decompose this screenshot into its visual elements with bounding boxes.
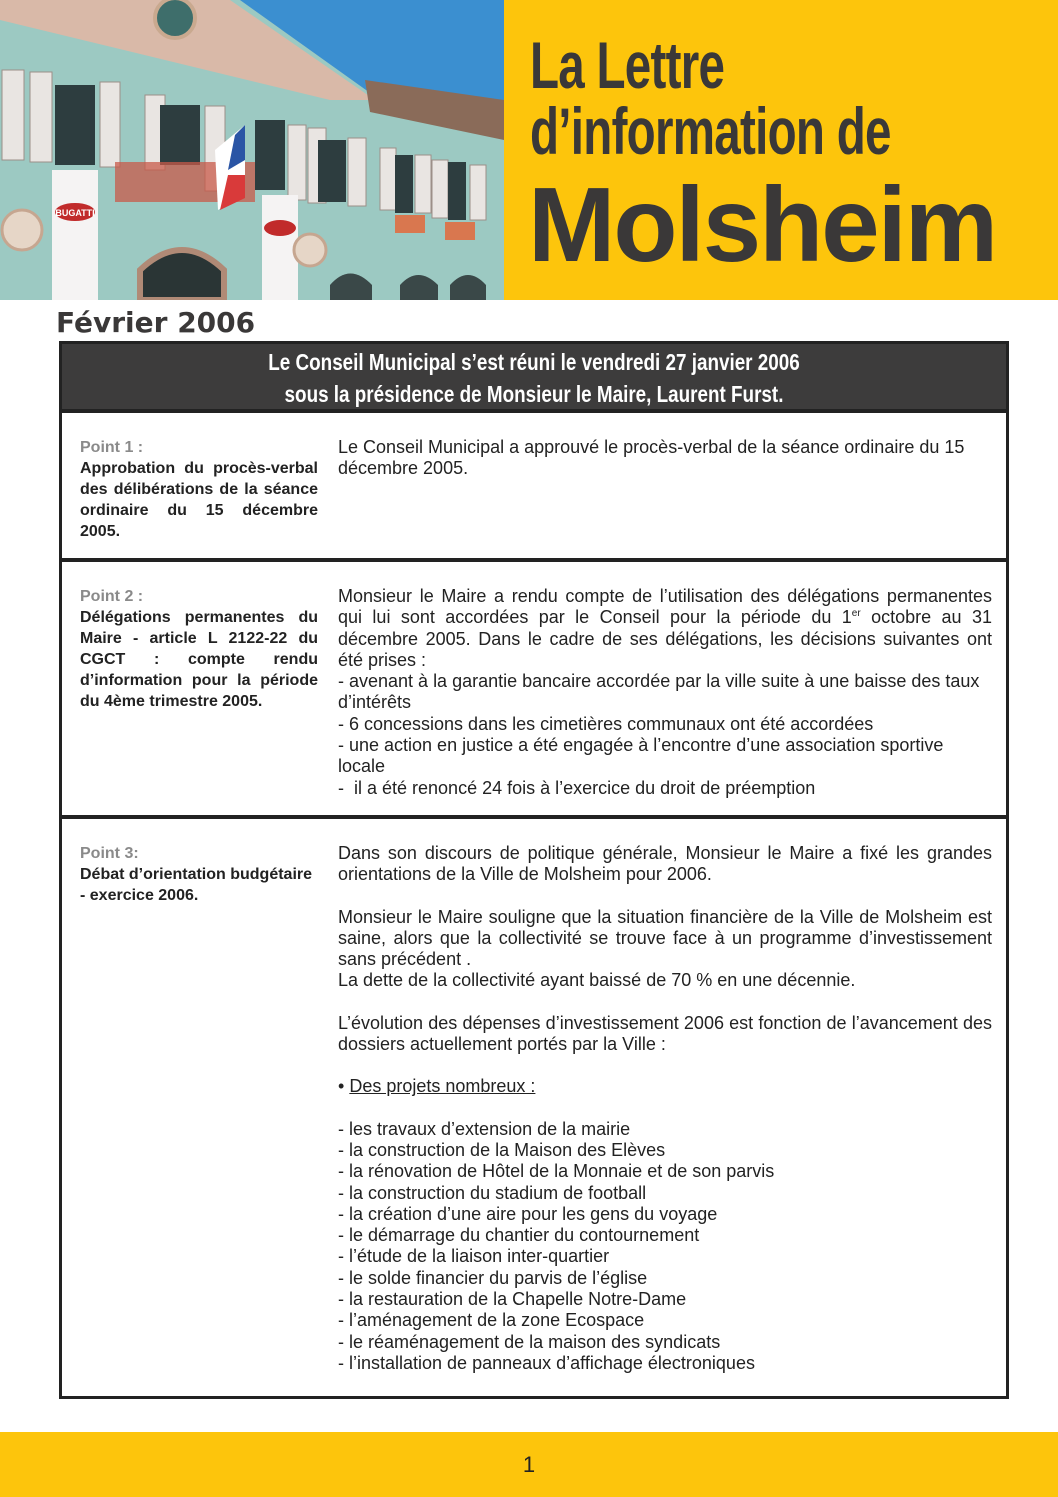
project-item: - la construction du stadium de football (338, 1182, 647, 1203)
ordinal-suffix: er (851, 608, 861, 620)
paragraph-debt: La dette de la collectivité ayant baissé de 70 % en une décennie. (338, 970, 856, 991)
point-label: Point 1 : (80, 439, 144, 456)
banner-line-1: Le Conseil Municipal s’est réuni le vendredi 27 janvier 2006 (268, 349, 800, 375)
paragraph-investment: L’évolution des dépenses d’investissement 2006 est fonction de l’avancement des dossiers actuellement portés par la Ville : (338, 1012, 992, 1055)
point-title: Débat d’orientation budgétaire - exercice 2006. (80, 866, 313, 904)
point-heading (62, 413, 318, 558)
point-heading (62, 562, 318, 815)
intro-text-end: octobre au 31 décembre 2005. Dans le cadre de ses délégations, les décisions suivantes ont été prises : (338, 607, 992, 670)
masthead (504, 0, 1058, 300)
point-title: Délégations permanentes du Maire - article L 2122-22 du CGCT : compte rendu d’information pour la période du 4ème trimestre 2005. (80, 609, 318, 710)
projects-heading (338, 1076, 992, 1097)
page-number: 1 (522, 1452, 536, 1477)
project-item: - les travaux d’extension de la mairie (338, 1118, 631, 1139)
project-item: - l’aménagement de la zone Ecospace (338, 1310, 645, 1331)
agenda-point-3 (62, 819, 1006, 1396)
bullet-icon: • (338, 1076, 345, 1097)
project-item: - le réaménagement de la maison des syndicats (338, 1331, 721, 1352)
intro-text-start: Monsieur le Maire a rendu compte de l’utilisation des délégations permanentes qui lui sont accordées par le Conseil pour la période du 1 (338, 586, 992, 628)
paragraph-orientations: Dans son discours de politique générale, Monsieur le Maire a fixé les grandes orientations de la Ville de Molsheim pour 2006. (338, 843, 992, 885)
masthead-title-line1: La Lettre (530, 28, 725, 102)
project-item: - la restauration de la Chapelle Notre-Dame (338, 1289, 687, 1310)
agenda-point-2 (62, 562, 1006, 819)
decision-item: - 6 concessions dans les cimetières communaux ont été accordées (338, 713, 874, 734)
bugatti-banner-text: BUGATTI (55, 208, 95, 218)
point-label: Point 2 : (80, 588, 144, 605)
point-heading (62, 819, 318, 1396)
project-item: - l’étude de la liaison inter-quartier (338, 1246, 610, 1267)
point-label: Point 3: (80, 845, 139, 862)
masthead-title-line2: d’information de (530, 94, 891, 168)
issue-date: Février 2006 (56, 306, 256, 339)
town-hall-photo (0, 0, 504, 300)
project-item: - la création d’une aire pour les gens du voyage (338, 1203, 718, 1224)
project-item: - l’installation de panneaux d’affichage électroniques (338, 1352, 755, 1373)
page-footer (0, 1432, 1058, 1497)
point-body (318, 562, 1006, 815)
banner-line-2: sous la présidence de Monsieur le Maire, Laurent Furst. (284, 381, 784, 407)
masthead-town-name: Molsheim (528, 166, 997, 284)
project-item: - la construction de la Maison des Elèves (338, 1139, 666, 1160)
decision-item: - une action en justice a été engagée à l’encontre d’une association sportive locale (338, 735, 944, 777)
project-item: - le démarrage du chantier du contournement (338, 1225, 700, 1246)
project-item: - la rénovation de Hôtel de la Monnaie et de son parvis (338, 1161, 775, 1182)
agenda-point-1 (62, 413, 1006, 562)
point-intro (338, 586, 992, 671)
project-item: - le solde financier du parvis de l’église (338, 1267, 648, 1288)
council-minutes-table (59, 341, 1009, 1399)
point-body (318, 413, 1006, 558)
decision-item: - avenant à la garantie bancaire accordée par la ville suite à une baisse des taux d’intérêts (338, 671, 980, 713)
projects-heading-text: Des projets nombreux : (349, 1076, 536, 1097)
point-paragraph: Le Conseil Municipal a approuvé le procès-verbal de la séance ordinaire du 15 décembre 2005. (338, 437, 965, 479)
point-title: Approbation du procès-verbal des délibérations de la séance ordinaire du 15 décembre 2005. (80, 460, 318, 540)
town-hall-illustration (0, 0, 504, 300)
paragraph-finances: Monsieur le Maire souligne que la situation financière de la Ville de Molsheim est saine, alors que la collectivité se trouve face à un programme d’investissement sans précédent . (338, 906, 992, 970)
decision-item: - il a été renoncé 24 fois à l’exercice du droit de préemption (338, 777, 816, 798)
point-body (318, 819, 1006, 1396)
meeting-banner (62, 341, 1006, 413)
